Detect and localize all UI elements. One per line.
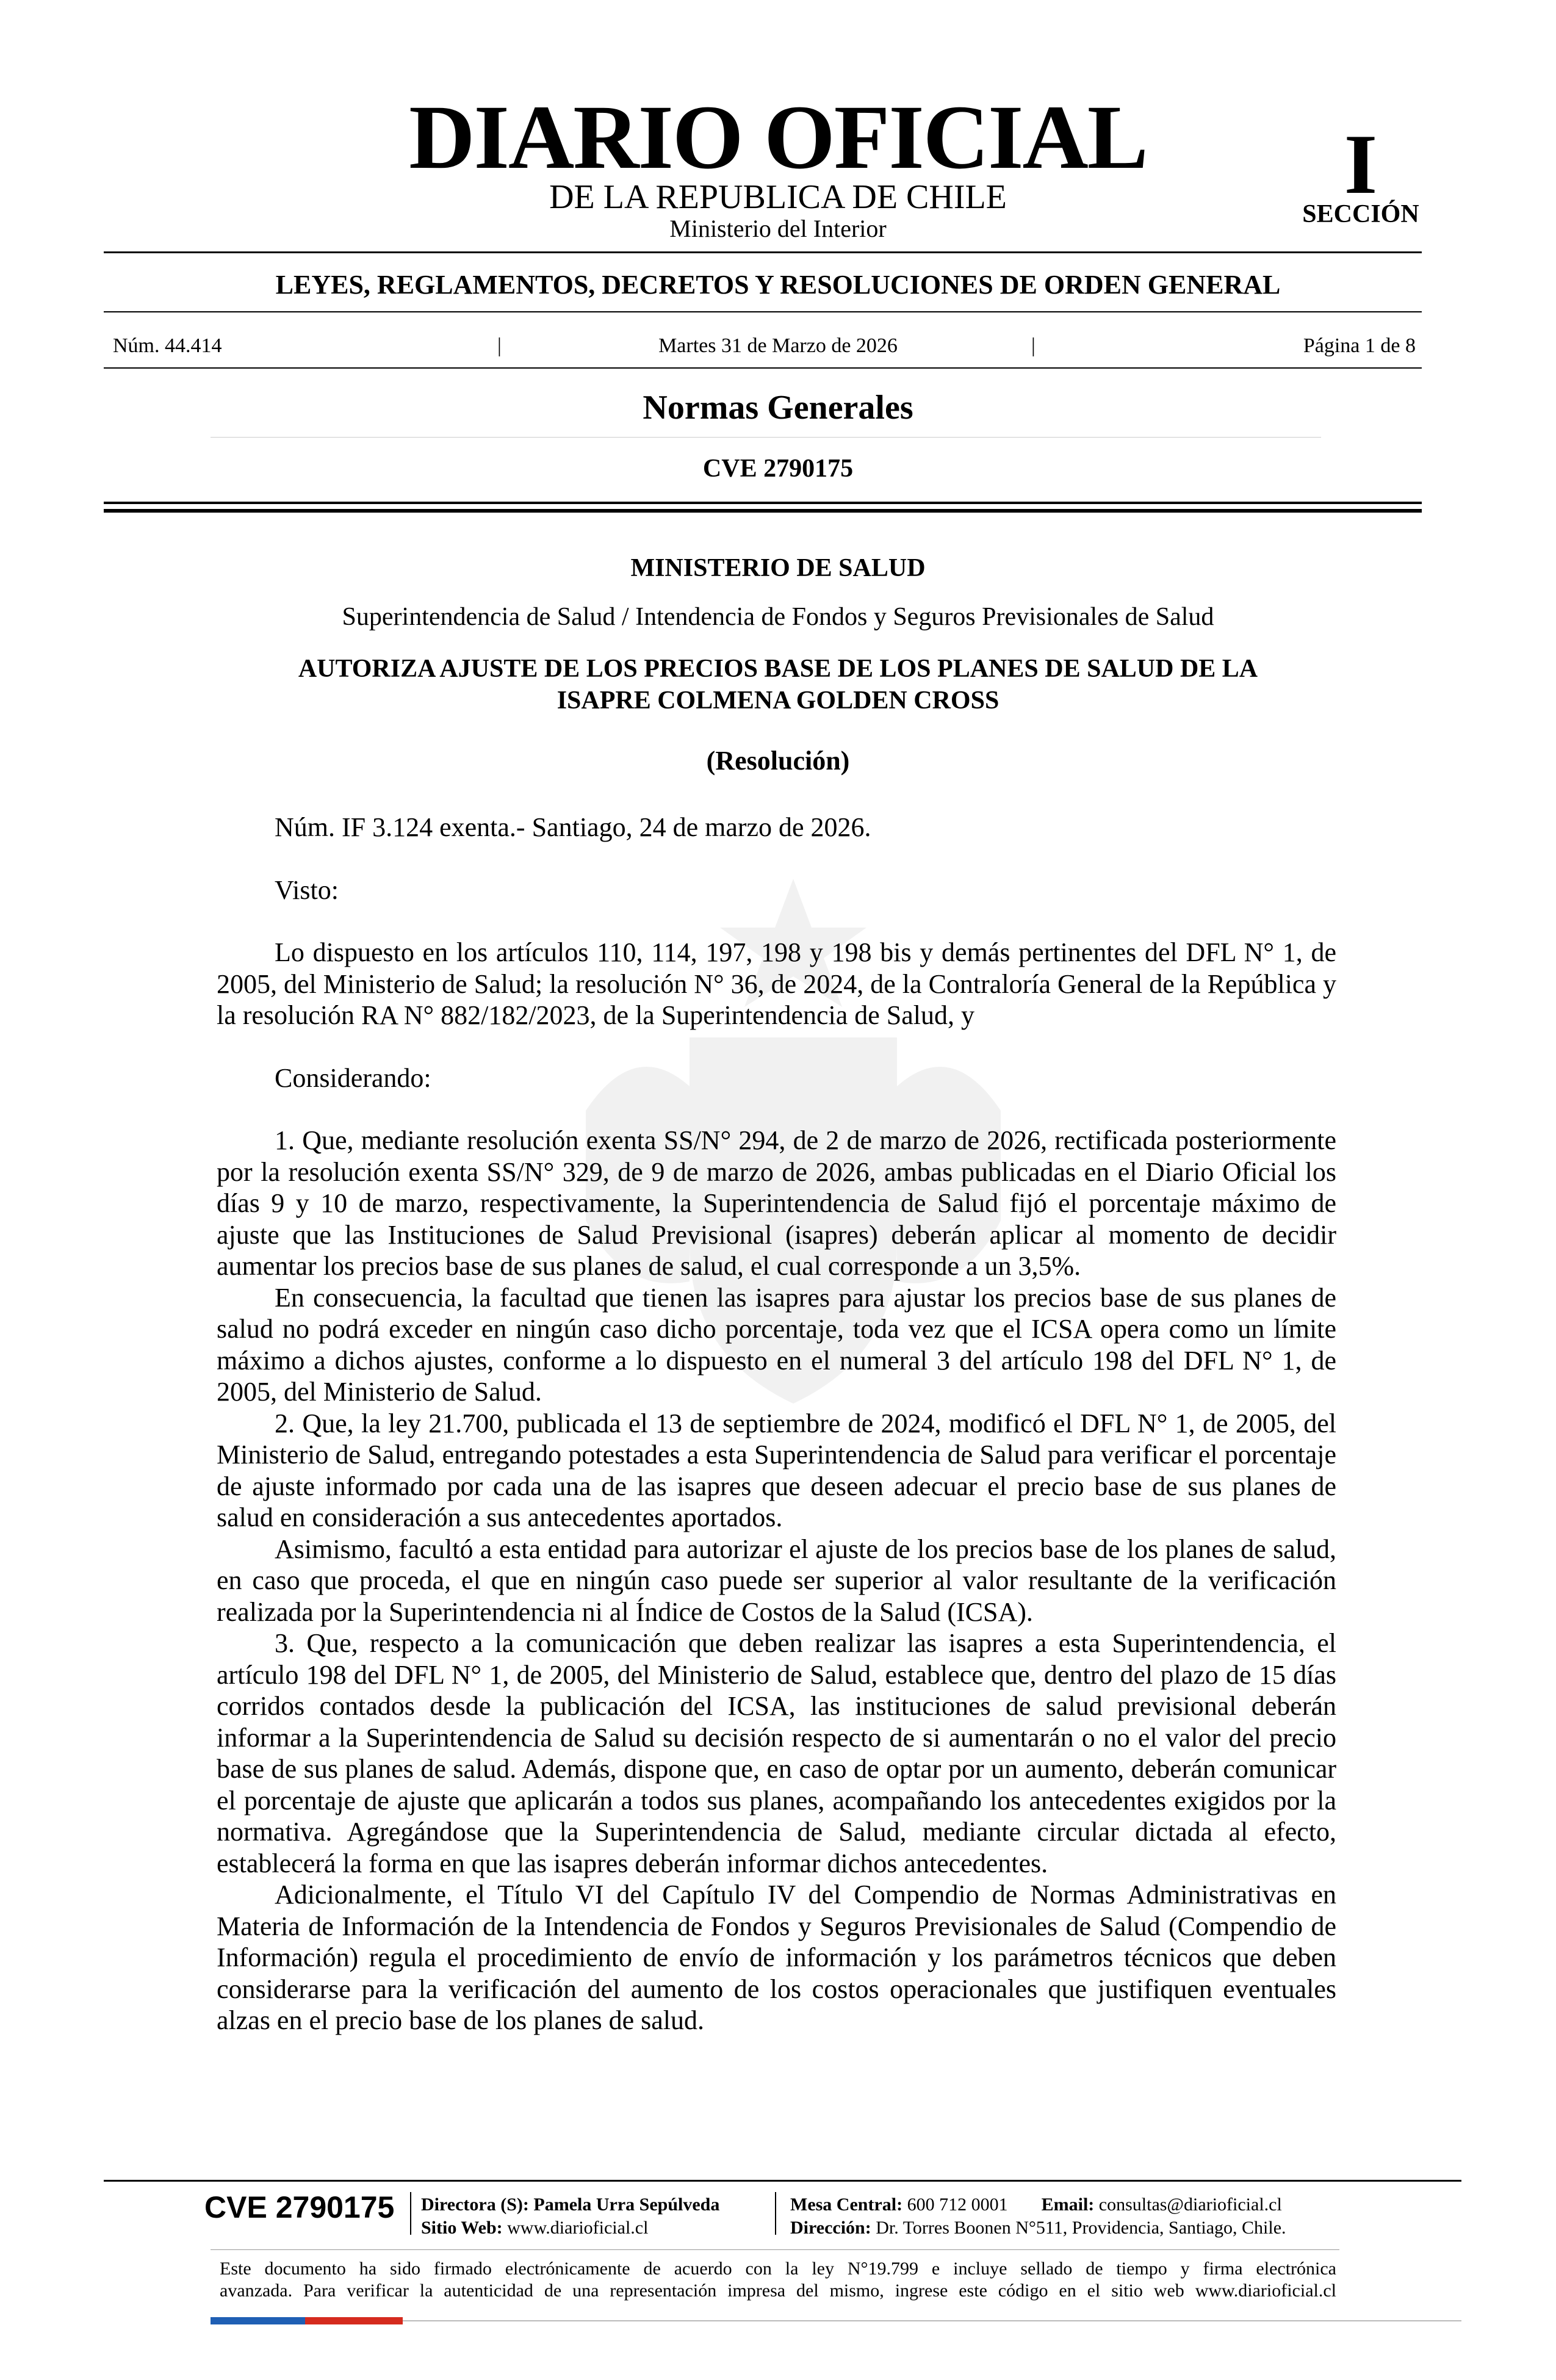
issue-separator: |	[497, 334, 502, 357]
section-label: SECCIÓN	[1302, 200, 1419, 228]
masthead-rule	[104, 251, 1422, 253]
footer-website	[421, 2219, 648, 2237]
body-paragraph: Adicionalmente, el Título VI del Capítulo IV del Compendio de Normas Administrativas en Materia de Información de la Intendencia de Fondos y Seguros Previsionales de Salud (Compendio de Información) regula el procedimiento de envío de información y los parámetros técnicos que deben considerarse para la verificación del aumento de los costos operacionales que justifiquen eventuales alzas en el precio base de los planes de salud.	[217, 1880, 1336, 2035]
resolution-title	[183, 653, 1373, 716]
flag-stripe-red	[305, 2317, 403, 2324]
footer-separator	[775, 2192, 776, 2235]
category-banner: LEYES, REGLAMENTOS, DECRETOS Y RESOLUCIONES DE ORDEN GENERAL	[275, 270, 1281, 300]
footer-rule	[104, 2180, 1461, 2182]
visto-heading: Visto:	[275, 874, 339, 905]
flag-stripe-blue	[211, 2317, 305, 2324]
section-title: Normas Generales	[643, 389, 913, 427]
website-link[interactable]: www.diarioficial.cl	[507, 2218, 649, 2238]
phone-number: 600 712 0001	[907, 2194, 1008, 2215]
newspaper-title: DIARIO OFICIAL	[409, 87, 1147, 188]
resolution-number: Núm. IF 3.124 exenta.- Santiago, 24 de marzo de 2026.	[275, 812, 871, 842]
legal-notice-line: avanzada. Para verificar la autenticidad de una representación impresa del mismo, ingrese este código en el sitio web www.diarioficial.cl	[220, 2281, 1336, 2301]
issue-separator: |	[1031, 334, 1036, 357]
flag-stripe-line	[403, 2320, 1461, 2321]
email-label: Email:	[1041, 2194, 1095, 2215]
newspaper-ministry: Ministerio del Interior	[669, 215, 887, 242]
director-label: Directora (S):	[421, 2194, 529, 2215]
double-rule-top	[104, 502, 1422, 504]
footer-legal-rule	[211, 2249, 1339, 2250]
footer-address	[790, 2219, 1286, 2237]
agency-name: Superintendencia de Salud / Intendencia de Fondos y Seguros Previsionales de Salud	[342, 603, 1214, 631]
considerando-heading: Considerando:	[275, 1062, 431, 1093]
address-label: Dirección:	[790, 2218, 871, 2238]
website-label: Sitio Web:	[421, 2218, 503, 2238]
issue-page: Página 1 de 8	[1303, 334, 1416, 357]
footer-separator	[410, 2192, 411, 2235]
issue-date: Martes 31 de Marzo de 2026	[658, 334, 898, 357]
issue-rule	[104, 367, 1422, 369]
email-link[interactable]: consultas@diarioficial.cl	[1098, 2194, 1282, 2215]
footer-director	[421, 2196, 719, 2214]
newspaper-subtitle: DE LA REPUBLICA DE CHILE	[549, 178, 1007, 216]
body-paragraph: 1. Que, mediante resolución exenta SS/N° 294, de 2 de marzo de 2026, rectificada posteriormente por la resolución exenta SS/N° 329, de 9 de marzo de 2026, ambas publicadas en el Diario Oficial los días 9 y 10 de marzo, respectivamente, la Superintendencia de Salud fijó el porcentaje máximo de ajuste que las Instituciones de Salud Previsional (isapres) deberán aplicar al momento de decidir aumentar los precios base de sus planes de salud, el cual corresponde a un 3,5%.	[217, 1125, 1336, 1281]
section-title-rule	[211, 437, 1321, 438]
body-paragraph: 3. Que, respecto a la comunicación que deben realizar las isapres a esta Superintendencia, el artículo 198 del DFL N° 1, de 2005, del Ministerio de Salud, establece que, dentro del plazo de 15 días corridos contados desde la publicación del ICSA, las instituciones de salud previsional deberán informar a la Superintendencia de Salud su decisión respecto de si aumentarán o no el valor del precio base de sus planes de salud. Además, dispone que, en caso de optar por un aumento, deberán comunicar el porcentaje de ajuste que aplicarán a todos sus planes, acompañando los antecedentes exigidos por la normativa. Agregándose que la Superintendencia de Salud, mediante circular dictada al efecto, establecerá la forma en que las isapres deberán informar dichos antecedentes.	[217, 1628, 1336, 1878]
cve-code: CVE 2790175	[702, 455, 854, 483]
body-paragraph: Asimismo, facultó a esta entidad para autorizar el ajuste de los precios base de los planes de salud, en caso que proceda, el que en ningún caso puede ser superior al valor resultante de la verificación realizada por la Superintendencia ni al Índice de Costos de la Salud (ICSA).	[217, 1534, 1336, 1627]
body-paragraph: 2. Que, la ley 21.700, publicada el 13 de septiembre de 2024, modificó el DFL N° 1, de 2005, del Ministerio de Salud, entregando potestades a esta Superintendencia de Salud para verificar el porcentaje de ajuste informado por cada una de las isapres que deseen adecuar el precio base de sus planes de salud en consideración a sus antecedentes aportados.	[217, 1408, 1336, 1532]
legal-notice	[220, 2258, 1336, 2302]
ministry-name: MINISTERIO DE SALUD	[630, 554, 926, 582]
resolution-body	[217, 812, 1336, 2036]
section-numeral: I	[1344, 117, 1378, 212]
address-text: Dr. Torres Boonen N°511, Providencia, Santiago, Chile.	[876, 2218, 1286, 2238]
body-paragraph: Lo dispuesto en los artículos 110, 114, 197, 198 y 198 bis y demás pertinentes del DFL N° 1, de 2005, del Ministerio de Salud; la resolución N° 36, de 2024, de la Contraloría General de la República y la resolución RA N° 882/182/2023, de la Superintendencia de Salud, y	[217, 937, 1336, 1030]
director-name: Pamela Urra Sepúlveda	[533, 2194, 720, 2215]
double-rule-bottom	[104, 509, 1422, 513]
banner-rule	[104, 311, 1422, 312]
footer-cve-code: CVE 2790175	[204, 2190, 395, 2224]
resolution-title-line: AUTORIZA AJUSTE DE LOS PRECIOS BASE DE LOS PLANES DE SALUD DE LA	[298, 655, 1258, 683]
legal-notice-line: Este documento ha sido firmado electrónicamente de acuerdo con la ley N°19.799 e incluye sellado de tiempo y firma electrónica	[220, 2259, 1336, 2279]
phone-label: Mesa Central:	[790, 2194, 903, 2215]
issue-number: Núm. 44.414	[113, 334, 222, 357]
resolution-title-line: ISAPRE COLMENA GOLDEN CROSS	[556, 687, 1000, 715]
body-paragraph: En consecuencia, la facultad que tienen las isapres para ajustar los precios base de sus planes de salud no podrá exceder en ningún caso dicho porcentaje, toda vez que el ICSA opera como un límite máximo a dichos ajustes, conforme a lo dispuesto en el numeral 3 del artículo 198 del DFL N° 1, de 2005, del Ministerio de Salud.	[217, 1282, 1336, 1407]
resolution-type: (Resolución)	[706, 746, 850, 776]
footer-contact	[790, 2196, 1282, 2214]
